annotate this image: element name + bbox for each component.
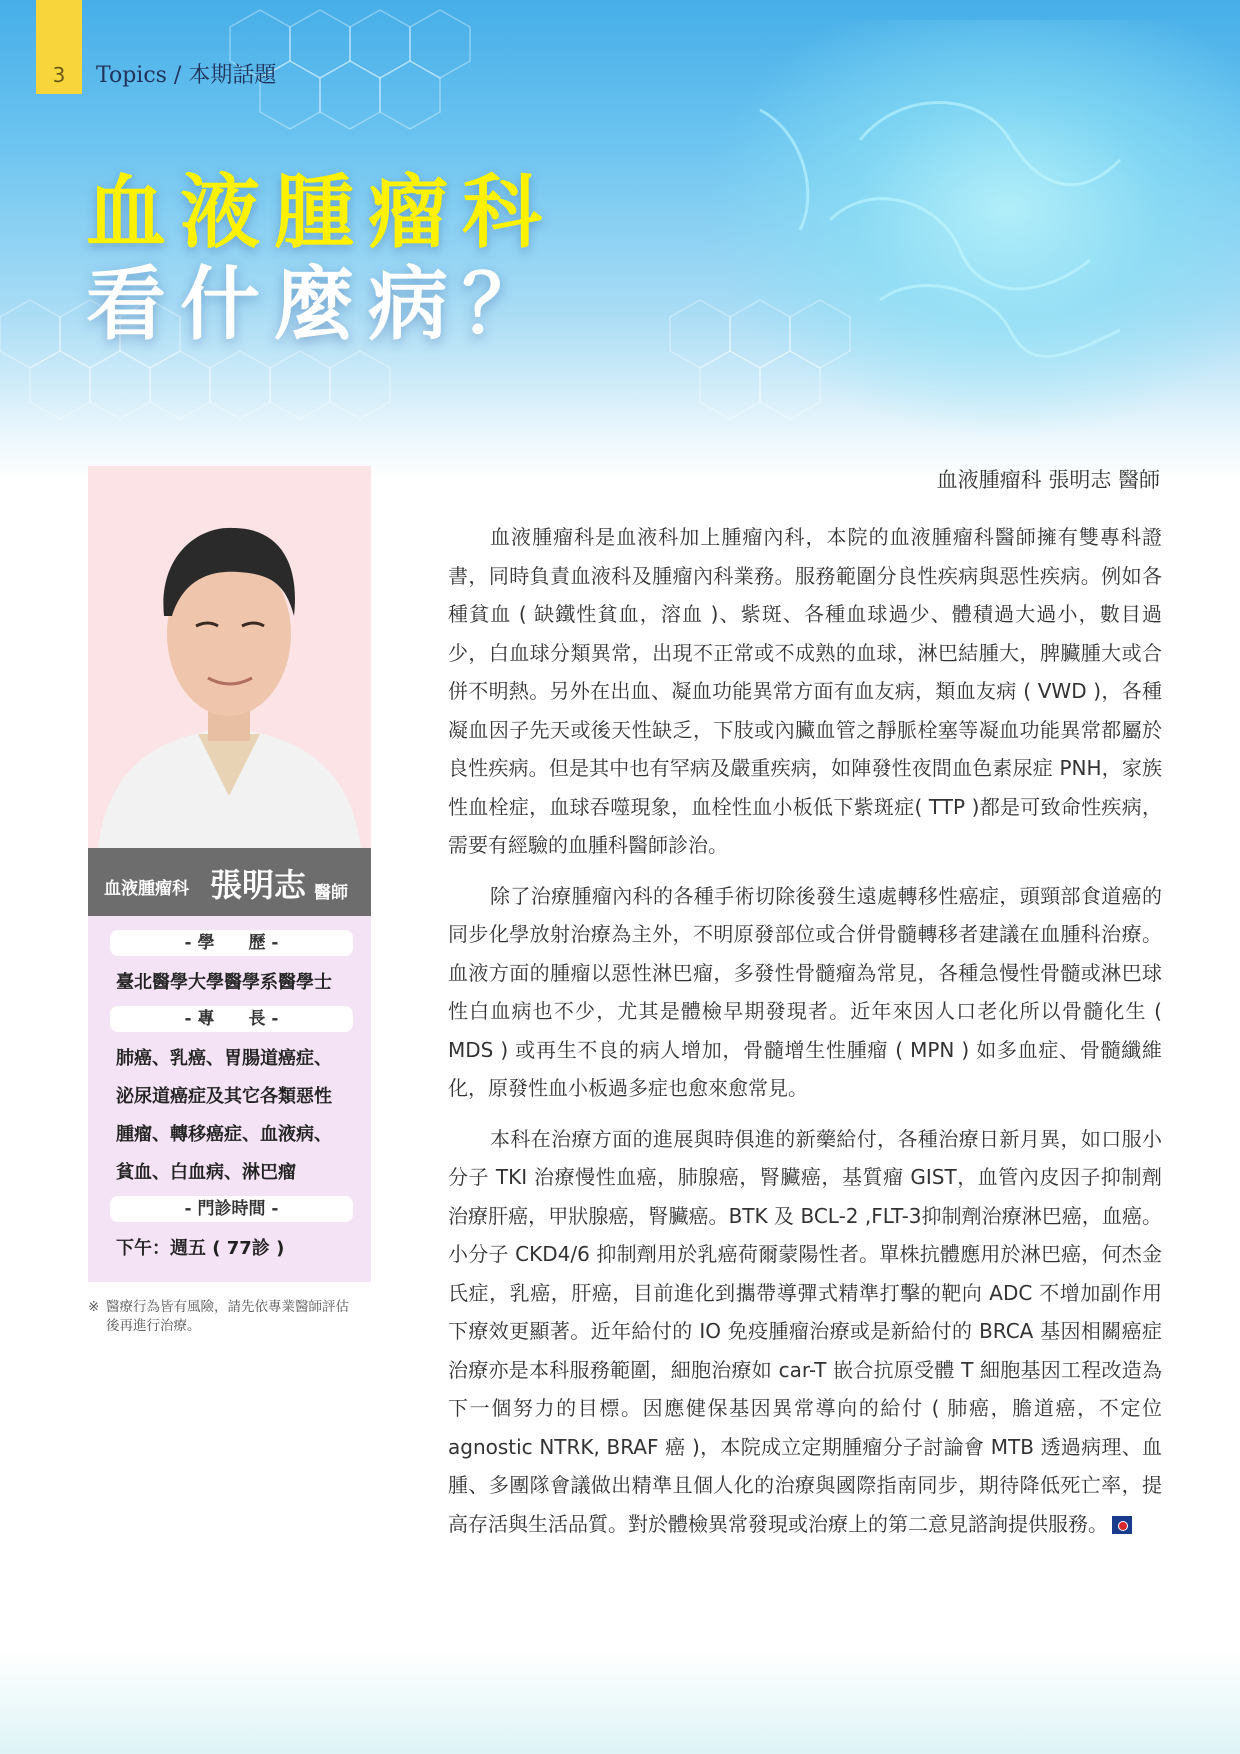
note-mark: ※ bbox=[88, 1299, 100, 1315]
doctor-info-card bbox=[88, 916, 371, 1282]
education-heading: - 學 歷 - bbox=[110, 930, 353, 956]
note-line: 醫療行為皆有風險，請先依專業醫師評估 bbox=[106, 1299, 349, 1315]
article-byline: 血液腫瘤科 張明志 醫師 bbox=[936, 468, 1160, 492]
footer-band bbox=[0, 1650, 1240, 1754]
doctor-title: 醫師 bbox=[314, 883, 348, 903]
specialty-heading: - 專 長 - bbox=[110, 1006, 353, 1032]
hospital-logo-icon bbox=[1112, 1516, 1132, 1534]
page-title-line1: 血液腫瘤科 bbox=[86, 166, 556, 259]
doctor-photo bbox=[88, 466, 371, 848]
article-paragraph-text: 本科在治療方面的進展與時俱進的新藥給付，各種治療日新月異，如口服小分子 TKI 治療慢性血癌，肺腺癌，腎臟癌，基質瘤 GIST，血管內皮因子抑制劑治療肝癌，甲狀腺癌，腎臟癌。BTK 及 BCL-2 ,FLT-3抑制劑治療淋巴癌，血癌。小分子 CKD4/6 抑制劑用於乳癌荷爾蒙陽性者。單株抗體應用於淋巴癌，何杰金氏症，乳癌，肝癌，目前進化到攜帶導彈式精準打擊的靶向 ADC 不增加副作用下療效更顯著。近年給付的 IO 免疫腫瘤治療或是新給付的 BRCA 基因相關癌症治療亦是本科服務範圍，細胞治療如 car-T 嵌合抗原受體 T 細胞基因工程改造為下一個努力的目標。因應健保基因異常導向的給付 ( 肺癌，膽道癌，不定位 agnostic NTRK, BRAF 癌 )，本院成立定期腫瘤分子討論會 MTB 透過病理、血腫、多團隊會議做出精準且個人化的治療與國際指南同步，期待降低死亡率，提高存活與生活品質。對於體檢異常發現或治療上的第二意見諮詢提供服務。 bbox=[448, 1126, 1162, 1536]
specialty-line: 泌尿道癌症及其它各類惡性 bbox=[116, 1086, 332, 1107]
specialty-line: 腫瘤、轉移癌症、血液病、 bbox=[116, 1124, 332, 1145]
doctor-department: 血液腫瘤科 bbox=[104, 879, 189, 899]
page-title-line2: 看什麼病？ bbox=[86, 258, 556, 351]
article-paragraph: 除了治療腫瘤內科的各種手術切除後發生遠處轉移性癌症，頭頸部食道癌的同步化學放射治療為主外，不明原發部位或合併骨髓轉移者建議在血腫科治療。血液方面的腫瘤以惡性淋巴瘤，多發性骨髓瘤為常見，各種急慢性骨髓或淋巴球性白血病也不少，尤其是體檢早期發現者。近年來因人口老化所以骨髓化生 ( MDS ) 或再生不良的病人增加，骨髓增生性腫瘤 ( MPN ) 如多血症、骨髓纖維化，原發性血小板過多症也愈來愈常見。 bbox=[448, 883, 1162, 1100]
specialty-line: 肺癌、乳癌、胃腸道癌症、 bbox=[116, 1048, 332, 1069]
doctor-nameplate bbox=[88, 848, 371, 916]
doctor-name: 張明志 bbox=[210, 866, 307, 904]
education-text: 臺北醫學大學醫學系醫學士 bbox=[116, 972, 332, 993]
page-number: 3 bbox=[36, 0, 82, 94]
clinic-time: 下午：週五 ( 77診 ) bbox=[116, 1238, 285, 1259]
section-label: Topics / 本期話題 bbox=[96, 63, 277, 88]
article-paragraph: 血液腫瘤科是血液科加上腫瘤內科，本院的血液腫瘤科醫師擁有雙專科證書，同時負責血液科及腫瘤內科業務。服務範圍分良性疾病與惡性疾病。例如各種貧血 ( 缺鐵性貧血，溶血 )、紫斑、各種血球過少、體積過大過小，數目過少，白血球分類異常，出現不正常或不成熟的血球，淋巴結腫大，脾臟腫大或合併不明熱。另外在出血、凝血功能異常方面有血友病，類血友病 ( VWD )，各種凝血因子先天或後天性缺乏，下肢或內臟血管之靜脈栓塞等凝血功能異常都屬於良性疾病。但是其中也有罕病及嚴重疾病，如陣發性夜間血色素尿症 PNH，家族性血栓症，血球吞噬現象，血栓性血小板低下紫斑症( TTP )都是可致命性疾病，需要有經驗的血腫科醫師診治。 bbox=[448, 525, 1162, 857]
specialty-line: 貧血、白血病、淋巴瘤 bbox=[116, 1162, 296, 1183]
clinic-heading: - 門診時間 - bbox=[110, 1196, 353, 1222]
article-body bbox=[448, 518, 1162, 1555]
article-paragraph bbox=[448, 1120, 1162, 1544]
note-line: 後再進行治療。 bbox=[106, 1318, 201, 1334]
